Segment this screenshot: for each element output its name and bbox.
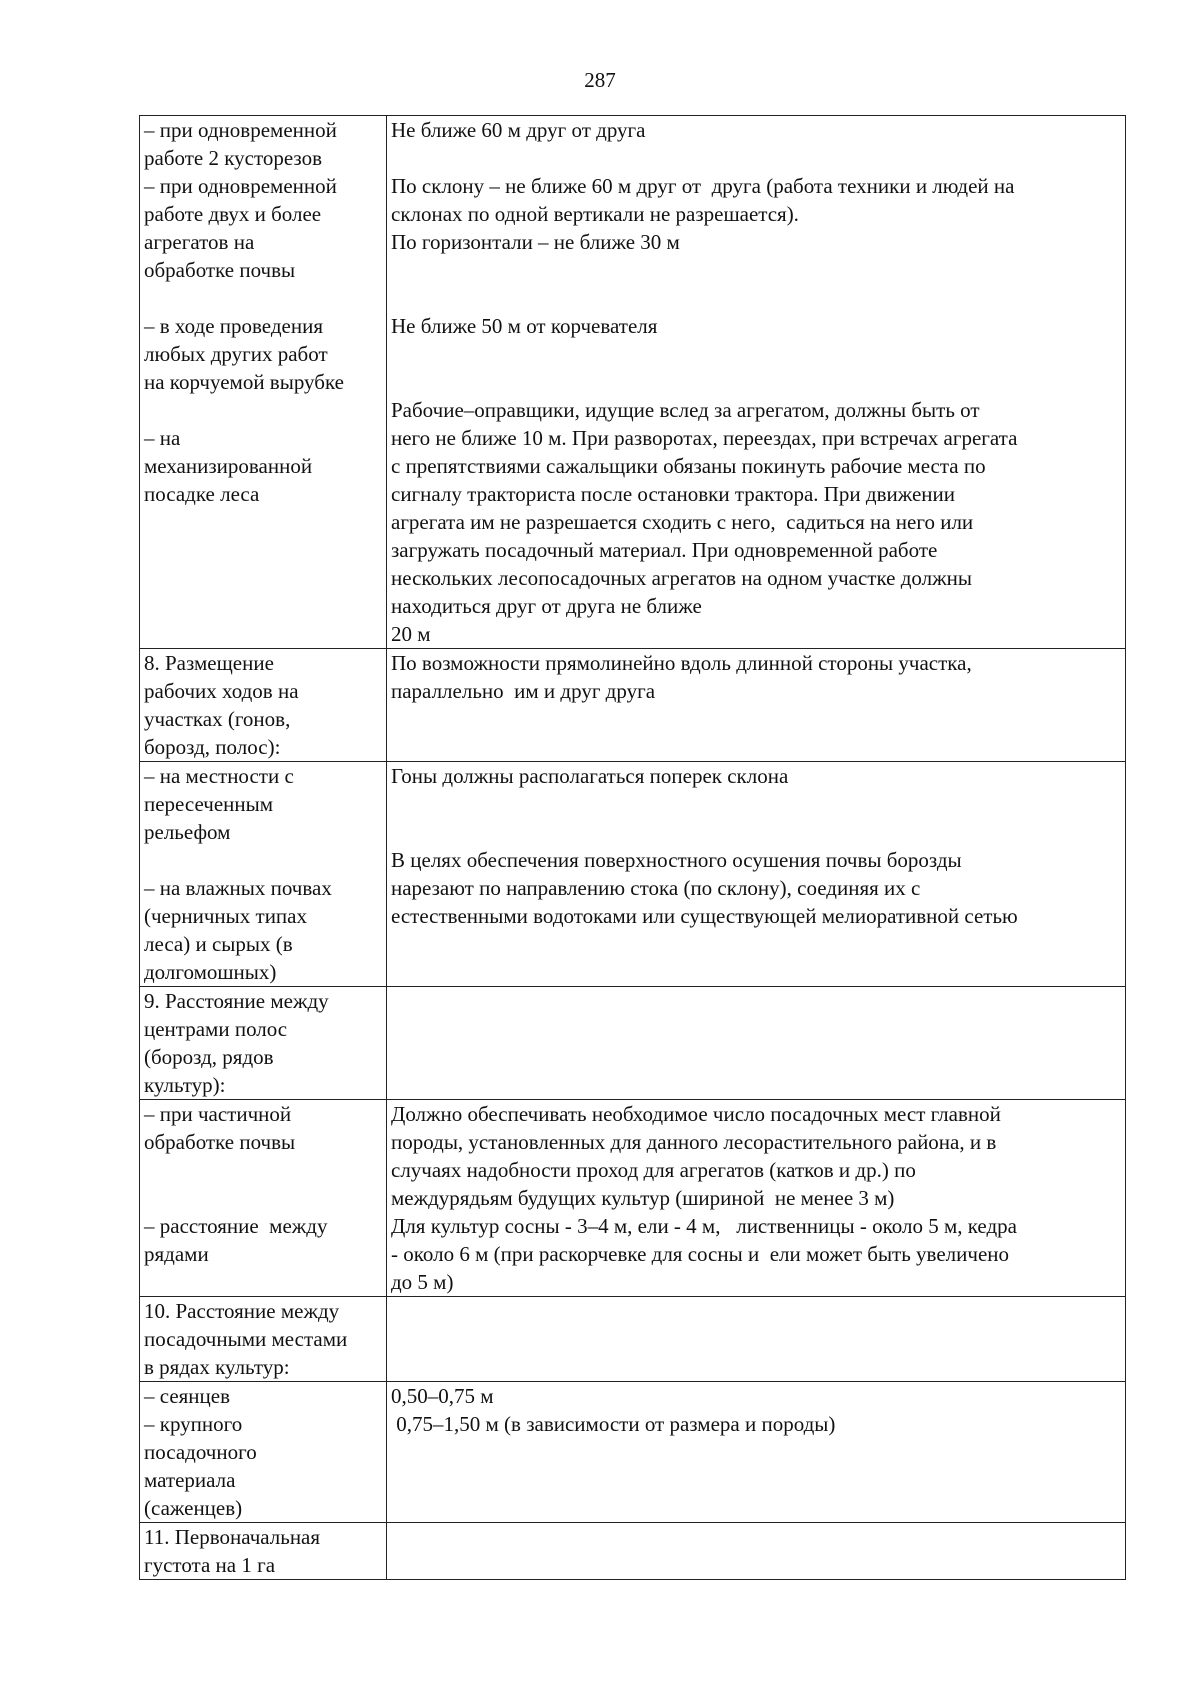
requirement-line <box>391 1071 1123 1099</box>
parameter-cell <box>140 116 387 649</box>
parameter-line: – расстояние между <box>144 1214 328 1238</box>
table-row <box>140 1297 1126 1382</box>
parameter-line: культур): <box>144 1073 226 1097</box>
parameter-line: участках (гонов, <box>144 707 291 731</box>
requirement-line: Для культур сосны - 3–4 м, ели - 4 м, лиственницы - около 5 м, кедра <box>391 1214 1017 1238</box>
requirement-line: Должно обеспечивать необходимое число посадочных мест главной <box>391 1102 1001 1126</box>
parameter-line: – при одновременной <box>144 174 337 198</box>
requirement-line <box>391 340 1123 368</box>
parameter-line: (саженцев) <box>144 1496 243 1520</box>
requirement-cell <box>387 762 1126 987</box>
parameter-line: пересеченным <box>144 792 274 816</box>
table-row <box>140 649 1126 762</box>
parameter-line: (черничных типах <box>144 904 307 928</box>
requirement-line: нескольких лесопосадочных агрегатов на одном участке должны <box>391 566 972 590</box>
requirement-line: случаях надобности проход для агрегатов (катков и др.) по <box>391 1158 916 1182</box>
requirement-line <box>391 1523 1123 1551</box>
requirement-line: По склону – не ближе 60 м друг от друга (работа техники и людей на <box>391 174 1015 198</box>
requirement-line <box>391 256 1123 284</box>
requirement-cell <box>387 1523 1126 1580</box>
requirement-line <box>391 987 1123 1015</box>
parameter-line <box>144 1184 384 1212</box>
requirement-line: сигналу тракториста после остановки трактора. При движении <box>391 482 956 506</box>
requirement-line: склонах по одной вертикали не разрешается). <box>391 202 799 226</box>
table-row <box>140 1523 1126 1580</box>
requirement-line: нарезают по направлению стока (по склону), соединяя их с <box>391 876 921 900</box>
requirement-line <box>391 958 1123 986</box>
requirement-line: В целях обеспечения поверхностного осушения почвы борозды <box>391 848 962 872</box>
table-row <box>140 1382 1126 1523</box>
requirement-line <box>391 1325 1123 1353</box>
parameter-line <box>144 396 384 424</box>
requirement-line <box>391 705 1123 733</box>
requirement-cell <box>387 1100 1126 1297</box>
requirement-line: 0,50–0,75 м <box>391 1384 494 1408</box>
requirement-line: него не ближе 10 м. При разворотах, переездах, при встречах агрегата <box>391 426 1018 450</box>
parameter-line <box>144 1268 384 1296</box>
parameter-line <box>144 284 384 312</box>
parameter-line <box>144 508 384 536</box>
parameter-line: 8. Размещение <box>144 651 274 675</box>
table-body <box>140 116 1126 1580</box>
parameter-line: – на местности с <box>144 764 294 788</box>
parameter-line: рельефом <box>144 820 231 844</box>
requirement-line <box>391 930 1123 958</box>
parameter-line: – в ходе проведения <box>144 314 323 338</box>
requirement-line: находиться друг от друга не ближе <box>391 594 702 618</box>
parameter-line <box>144 1156 384 1184</box>
parameter-line: – при частичной <box>144 1102 292 1126</box>
requirement-line <box>391 818 1123 846</box>
parameter-line <box>144 564 384 592</box>
requirement-line: агрегата им не разрешается сходить с него, садиться на него или <box>391 510 974 534</box>
requirement-line: породы, установленных для данного лесорастительного района, и в <box>391 1130 997 1154</box>
page-number: 287 <box>584 68 616 92</box>
parameter-cell <box>140 762 387 987</box>
requirement-line: 20 м <box>391 622 431 646</box>
requirement-line: междурядьям будущих культур (шириной не менее 3 м) <box>391 1186 895 1210</box>
parameter-line: обработке почвы <box>144 1130 296 1154</box>
parameter-line <box>144 846 384 874</box>
parameter-line: посадке леса <box>144 482 260 506</box>
requirement-line <box>391 1551 1123 1579</box>
requirement-line <box>391 1353 1123 1381</box>
parameter-line: – на <box>144 426 181 450</box>
parameter-cell <box>140 1100 387 1297</box>
requirement-cell <box>387 1382 1126 1523</box>
requirement-line: По возможности прямолинейно вдоль длинной стороны участка, <box>391 651 972 675</box>
parameter-cell <box>140 987 387 1100</box>
requirement-line: По горизонтали – не ближе 30 м <box>391 230 680 254</box>
parameter-line: на корчуемой вырубке <box>144 370 344 394</box>
requirement-cell <box>387 649 1126 762</box>
parameter-line: посадочного <box>144 1440 257 1464</box>
requirement-line: Не ближе 60 м друг от друга <box>391 118 646 142</box>
requirement-cell <box>387 987 1126 1100</box>
parameter-line: работе двух и более <box>144 202 322 226</box>
requirement-line: естественными водотоками или существующей мелиоративной сетью <box>391 904 1018 928</box>
requirement-line <box>391 790 1123 818</box>
parameter-line: – крупного <box>144 1412 243 1436</box>
parameter-cell <box>140 1382 387 1523</box>
requirement-line <box>391 733 1123 761</box>
parameter-line: агрегатов на <box>144 230 255 254</box>
parameter-line: леса) и сырых (в <box>144 932 293 956</box>
requirement-line <box>391 1015 1123 1043</box>
parameter-line: 10. Расстояние между <box>144 1299 340 1323</box>
parameter-line <box>144 592 384 620</box>
parameter-cell <box>140 649 387 762</box>
parameter-line: центрами полос <box>144 1017 288 1041</box>
parameter-line: (борозд, рядов <box>144 1045 274 1069</box>
requirement-line <box>391 368 1123 396</box>
requirement-line: Не ближе 50 м от корчевателя <box>391 314 658 338</box>
requirements-table <box>139 115 1126 1580</box>
parameter-line: – при одновременной <box>144 118 337 142</box>
requirement-line <box>391 1043 1123 1071</box>
parameter-line: 9. Расстояние между <box>144 989 329 1013</box>
requirement-cell <box>387 116 1126 649</box>
parameter-cell <box>140 1297 387 1382</box>
table-row <box>140 116 1126 649</box>
parameter-line: 11. Первоначальная <box>144 1525 321 1549</box>
requirement-line <box>391 284 1123 312</box>
requirement-line: Рабочие–оправщики, идущие вслед за агрегатом, должны быть от <box>391 398 980 422</box>
table-row <box>140 1100 1126 1297</box>
parameter-line: любых других работ <box>144 342 328 366</box>
parameter-line: механизированной <box>144 454 313 478</box>
requirement-line <box>391 1494 1123 1522</box>
parameter-line: густота на 1 га <box>144 1553 276 1577</box>
requirement-line: с препятствиями сажальщики обязаны покинуть рабочие места по <box>391 454 986 478</box>
requirement-line <box>391 1297 1123 1325</box>
requirement-line <box>391 1438 1123 1466</box>
requirement-line: Гоны должны располагаться поперек склона <box>391 764 789 788</box>
requirement-line <box>391 144 1123 172</box>
parameter-line: рядами <box>144 1242 209 1266</box>
parameter-line: в рядах культур: <box>144 1355 290 1379</box>
parameter-line: – сеянцев <box>144 1384 231 1408</box>
parameter-line <box>144 620 384 648</box>
table-row <box>140 762 1126 987</box>
requirement-line <box>391 1466 1123 1494</box>
parameter-cell <box>140 1523 387 1580</box>
parameter-line: – на влажных почвах <box>144 876 332 900</box>
parameter-line: борозд, полос): <box>144 735 281 759</box>
parameter-line: работе 2 кусторезов <box>144 146 323 170</box>
parameter-line: материала <box>144 1468 236 1492</box>
parameter-line: долгомошных) <box>144 960 277 984</box>
requirement-cell <box>387 1297 1126 1382</box>
requirement-line: параллельно им и друг друга <box>391 679 656 703</box>
requirement-line: загружать посадочный материал. При одновременной работе <box>391 538 938 562</box>
requirement-line: до 5 м) <box>391 1270 454 1294</box>
requirement-line: 0,75–1,50 м (в зависимости от размера и породы) <box>391 1412 836 1436</box>
parameter-line: посадочными местами <box>144 1327 348 1351</box>
table-row <box>140 987 1126 1100</box>
requirement-line: - около 6 м (при раскорчевке для сосны и ели может быть увеличено <box>391 1242 1010 1266</box>
parameter-line: рабочих ходов на <box>144 679 299 703</box>
parameter-line <box>144 536 384 564</box>
parameter-line: обработке почвы <box>144 258 296 282</box>
